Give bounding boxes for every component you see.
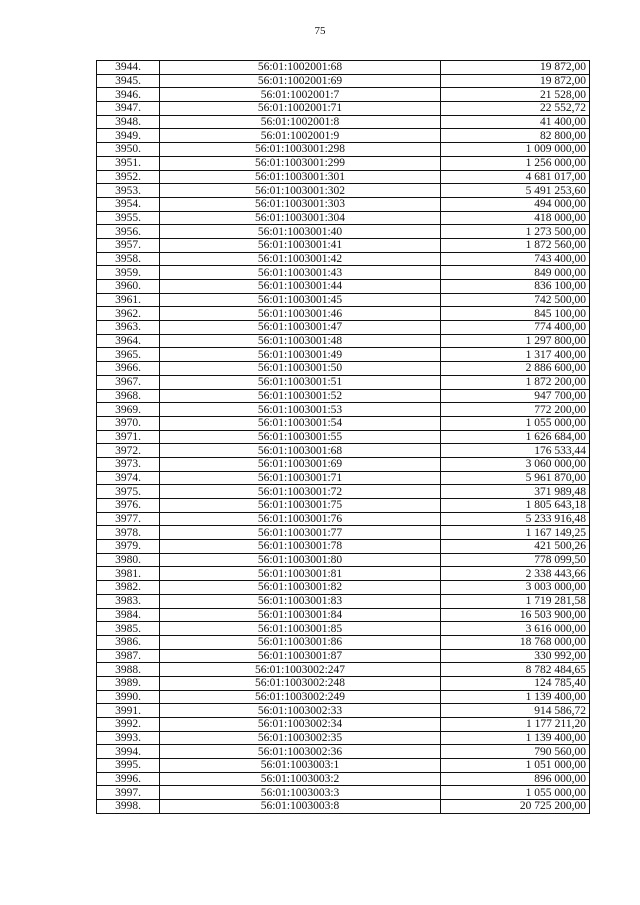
value-cell: 5 491 253,60 (441, 184, 590, 198)
table-row (97, 471, 590, 485)
value-cell: 3 616 000,00 (441, 622, 590, 636)
row-number-cell: 3981. (97, 567, 160, 581)
row-number-cell: 3988. (97, 663, 160, 677)
table-row (97, 526, 590, 540)
table-row (97, 211, 590, 225)
cadastral-number-cell: 56:01:1002001:69 (160, 74, 441, 88)
table-row (97, 704, 590, 718)
value-cell: 494 000,00 (441, 197, 590, 211)
table-row (97, 444, 590, 458)
cadastral-number-cell: 56:01:1003001:53 (160, 403, 441, 417)
table-row (97, 88, 590, 102)
row-number-cell: 3963. (97, 321, 160, 335)
cadastral-number-cell: 56:01:1003001:43 (160, 266, 441, 280)
cadastral-number-cell: 56:01:1002001:7 (160, 88, 441, 102)
page-number: 75 (314, 25, 326, 37)
row-number-cell: 3950. (97, 143, 160, 157)
cadastral-number-cell: 56:01:1002001:71 (160, 102, 441, 116)
table-row (97, 430, 590, 444)
table-row (97, 745, 590, 759)
value-cell: 1 167 149,25 (441, 526, 590, 540)
table-row (97, 334, 590, 348)
value-cell: 743 400,00 (441, 252, 590, 266)
value-cell: 82 800,00 (441, 129, 590, 143)
row-number-cell: 3991. (97, 704, 160, 718)
value-cell: 124 785,40 (441, 676, 590, 690)
value-cell: 772 200,00 (441, 403, 590, 417)
cadastral-number-cell: 56:01:1003002:249 (160, 690, 441, 704)
cadastral-number-cell: 56:01:1003001:42 (160, 252, 441, 266)
cadastral-number-cell: 56:01:1003001:83 (160, 594, 441, 608)
value-cell: 1 872 200,00 (441, 375, 590, 389)
value-cell: 849 000,00 (441, 266, 590, 280)
table-row (97, 170, 590, 184)
table-row (97, 635, 590, 649)
cadastral-number-cell: 56:01:1003001:80 (160, 553, 441, 567)
table-row (97, 389, 590, 403)
value-cell: 1 317 400,00 (441, 348, 590, 362)
table-row (97, 457, 590, 471)
value-cell: 1 055 000,00 (441, 416, 590, 430)
value-cell: 5 233 916,48 (441, 512, 590, 526)
table-row (97, 622, 590, 636)
row-number-cell: 3958. (97, 252, 160, 266)
value-cell: 947 700,00 (441, 389, 590, 403)
row-number-cell: 3944. (97, 61, 160, 75)
cadastral-number-cell: 56:01:1003001:77 (160, 526, 441, 540)
row-number-cell: 3973. (97, 457, 160, 471)
row-number-cell: 3983. (97, 594, 160, 608)
cadastral-number-cell: 56:01:1003002:247 (160, 663, 441, 677)
cadastral-number-cell: 56:01:1003001:84 (160, 608, 441, 622)
cadastral-number-cell: 56:01:1003001:47 (160, 321, 441, 335)
row-number-cell: 3986. (97, 635, 160, 649)
value-cell: 1 139 400,00 (441, 690, 590, 704)
row-number-cell: 3961. (97, 293, 160, 307)
cadastral-number-cell: 56:01:1003001:82 (160, 581, 441, 595)
row-number-cell: 3946. (97, 88, 160, 102)
cadastral-value-table (96, 60, 590, 814)
row-number-cell: 3974. (97, 471, 160, 485)
cadastral-number-cell: 56:01:1003001:54 (160, 416, 441, 430)
table-row (97, 280, 590, 294)
table-row (97, 772, 590, 786)
row-number-cell: 3966. (97, 362, 160, 376)
table-row (97, 676, 590, 690)
cadastral-number-cell: 56:01:1003001:304 (160, 211, 441, 225)
value-cell: 1 139 400,00 (441, 731, 590, 745)
table-row (97, 663, 590, 677)
row-number-cell: 3947. (97, 102, 160, 116)
row-number-cell: 3994. (97, 745, 160, 759)
table-row (97, 690, 590, 704)
value-cell: 1 055 000,00 (441, 786, 590, 800)
table-row (97, 74, 590, 88)
cadastral-number-cell: 56:01:1003001:68 (160, 444, 441, 458)
table-row (97, 800, 590, 814)
row-number-cell: 3984. (97, 608, 160, 622)
table-row (97, 321, 590, 335)
cadastral-number-cell: 56:01:1002001:8 (160, 115, 441, 129)
cadastral-number-cell: 56:01:1003001:45 (160, 293, 441, 307)
row-number-cell: 3997. (97, 786, 160, 800)
row-number-cell: 3972. (97, 444, 160, 458)
value-cell: 742 500,00 (441, 293, 590, 307)
table-row (97, 184, 590, 198)
cadastral-number-cell: 56:01:1003002:248 (160, 676, 441, 690)
cadastral-number-cell: 56:01:1002001:68 (160, 61, 441, 75)
row-number-cell: 3998. (97, 800, 160, 814)
value-cell: 1 297 800,00 (441, 334, 590, 348)
cadastral-number-cell: 56:01:1003003:8 (160, 800, 441, 814)
table-row (97, 102, 590, 116)
row-number-cell: 3949. (97, 129, 160, 143)
table-row (97, 115, 590, 129)
row-number-cell: 3990. (97, 690, 160, 704)
row-number-cell: 3967. (97, 375, 160, 389)
table-row (97, 718, 590, 732)
value-cell: 18 768 000,00 (441, 635, 590, 649)
table-row (97, 512, 590, 526)
table-row (97, 553, 590, 567)
value-cell: 4 681 017,00 (441, 170, 590, 184)
table-row (97, 786, 590, 800)
row-number-cell: 3992. (97, 718, 160, 732)
cadastral-number-cell: 56:01:1003001:76 (160, 512, 441, 526)
value-cell: 836 100,00 (441, 280, 590, 294)
value-cell: 3 060 000,00 (441, 457, 590, 471)
table-row (97, 252, 590, 266)
table-row (97, 759, 590, 773)
table-row (97, 143, 590, 157)
cadastral-number-cell: 56:01:1003001:75 (160, 499, 441, 513)
value-cell: 774 400,00 (441, 321, 590, 335)
table-row (97, 731, 590, 745)
table-body (97, 61, 590, 814)
value-cell: 5 961 870,00 (441, 471, 590, 485)
table-row (97, 293, 590, 307)
row-number-cell: 3987. (97, 649, 160, 663)
cadastral-number-cell: 56:01:1003001:78 (160, 540, 441, 554)
row-number-cell: 3977. (97, 512, 160, 526)
value-cell: 778 099,50 (441, 553, 590, 567)
table-row (97, 581, 590, 595)
value-cell: 1 009 000,00 (441, 143, 590, 157)
row-number-cell: 3956. (97, 225, 160, 239)
cadastral-number-cell: 56:01:1003001:69 (160, 457, 441, 471)
row-number-cell: 3976. (97, 499, 160, 513)
table-row (97, 156, 590, 170)
row-number-cell: 3955. (97, 211, 160, 225)
cadastral-number-cell: 56:01:1003001:50 (160, 362, 441, 376)
row-number-cell: 3975. (97, 485, 160, 499)
value-cell: 176 533,44 (441, 444, 590, 458)
row-number-cell: 3995. (97, 759, 160, 773)
cadastral-number-cell: 56:01:1003001:72 (160, 485, 441, 499)
value-cell: 22 552,72 (441, 102, 590, 116)
table-row (97, 499, 590, 513)
value-cell: 371 989,48 (441, 485, 590, 499)
cadastral-number-cell: 56:01:1003001:48 (160, 334, 441, 348)
cadastral-number-cell: 56:01:1003003:1 (160, 759, 441, 773)
cadastral-number-cell: 56:01:1003001:85 (160, 622, 441, 636)
cadastral-number-cell: 56:01:1003002:35 (160, 731, 441, 745)
table-row (97, 403, 590, 417)
cadastral-number-cell: 56:01:1003001:298 (160, 143, 441, 157)
value-cell: 790 560,00 (441, 745, 590, 759)
row-number-cell: 3993. (97, 731, 160, 745)
value-cell: 19 872,00 (441, 61, 590, 75)
cadastral-number-cell: 56:01:1003002:33 (160, 704, 441, 718)
cadastral-number-cell: 56:01:1003001:87 (160, 649, 441, 663)
value-cell: 1 051 000,00 (441, 759, 590, 773)
row-number-cell: 3996. (97, 772, 160, 786)
table-row (97, 225, 590, 239)
row-number-cell: 3953. (97, 184, 160, 198)
cadastral-number-cell: 56:01:1003001:71 (160, 471, 441, 485)
cadastral-number-cell: 56:01:1002001:9 (160, 129, 441, 143)
table-row (97, 594, 590, 608)
table-row (97, 362, 590, 376)
cadastral-number-cell: 56:01:1003001:44 (160, 280, 441, 294)
cadastral-number-cell: 56:01:1003001:49 (160, 348, 441, 362)
value-cell: 421 500,26 (441, 540, 590, 554)
cadastral-number-cell: 56:01:1003001:41 (160, 238, 441, 252)
value-cell: 896 000,00 (441, 772, 590, 786)
value-cell: 19 872,00 (441, 74, 590, 88)
row-number-cell: 3948. (97, 115, 160, 129)
row-number-cell: 3971. (97, 430, 160, 444)
value-cell: 2 886 600,00 (441, 362, 590, 376)
table-row (97, 307, 590, 321)
cadastral-number-cell: 56:01:1003001:40 (160, 225, 441, 239)
table-row (97, 485, 590, 499)
table-row (97, 608, 590, 622)
value-cell: 418 000,00 (441, 211, 590, 225)
cadastral-number-cell: 56:01:1003001:86 (160, 635, 441, 649)
row-number-cell: 3989. (97, 676, 160, 690)
value-cell: 914 586,72 (441, 704, 590, 718)
value-cell: 1 256 000,00 (441, 156, 590, 170)
cadastral-number-cell: 56:01:1003002:36 (160, 745, 441, 759)
cadastral-number-cell: 56:01:1003001:303 (160, 197, 441, 211)
value-cell: 41 400,00 (441, 115, 590, 129)
value-cell: 20 725 200,00 (441, 800, 590, 814)
row-number-cell: 3951. (97, 156, 160, 170)
cadastral-number-cell: 56:01:1003001:299 (160, 156, 441, 170)
row-number-cell: 3954. (97, 197, 160, 211)
row-number-cell: 3959. (97, 266, 160, 280)
row-number-cell: 3952. (97, 170, 160, 184)
row-number-cell: 3945. (97, 74, 160, 88)
table-row (97, 348, 590, 362)
table-row (97, 649, 590, 663)
value-cell: 1 805 643,18 (441, 499, 590, 513)
row-number-cell: 3962. (97, 307, 160, 321)
table-row (97, 197, 590, 211)
value-cell: 1 273 500,00 (441, 225, 590, 239)
cadastral-number-cell: 56:01:1003001:46 (160, 307, 441, 321)
cadastral-number-cell: 56:01:1003001:302 (160, 184, 441, 198)
row-number-cell: 3980. (97, 553, 160, 567)
table-row (97, 61, 590, 75)
value-cell: 1 872 560,00 (441, 238, 590, 252)
table-row (97, 238, 590, 252)
row-number-cell: 3957. (97, 238, 160, 252)
cadastral-number-cell: 56:01:1003001:81 (160, 567, 441, 581)
table-row (97, 540, 590, 554)
value-cell: 1 719 281,58 (441, 594, 590, 608)
row-number-cell: 3979. (97, 540, 160, 554)
value-cell: 3 003 000,00 (441, 581, 590, 595)
row-number-cell: 3968. (97, 389, 160, 403)
row-number-cell: 3985. (97, 622, 160, 636)
value-cell: 2 338 443,66 (441, 567, 590, 581)
table-row (97, 567, 590, 581)
value-cell: 21 528,00 (441, 88, 590, 102)
row-number-cell: 3969. (97, 403, 160, 417)
row-number-cell: 3965. (97, 348, 160, 362)
row-number-cell: 3982. (97, 581, 160, 595)
row-number-cell: 3964. (97, 334, 160, 348)
cadastral-number-cell: 56:01:1003001:52 (160, 389, 441, 403)
cadastral-number-cell: 56:01:1003003:3 (160, 786, 441, 800)
row-number-cell: 3960. (97, 280, 160, 294)
value-cell: 8 782 484,65 (441, 663, 590, 677)
row-number-cell: 3978. (97, 526, 160, 540)
value-cell: 1 177 211,20 (441, 718, 590, 732)
value-cell: 845 100,00 (441, 307, 590, 321)
value-cell: 16 503 900,00 (441, 608, 590, 622)
cadastral-number-cell: 56:01:1003001:301 (160, 170, 441, 184)
table-row (97, 375, 590, 389)
cadastral-number-cell: 56:01:1003001:55 (160, 430, 441, 444)
table-row (97, 266, 590, 280)
row-number-cell: 3970. (97, 416, 160, 430)
cadastral-number-cell: 56:01:1003003:2 (160, 772, 441, 786)
value-cell: 330 992,00 (441, 649, 590, 663)
cadastral-number-cell: 56:01:1003001:51 (160, 375, 441, 389)
table-row (97, 129, 590, 143)
table-row (97, 416, 590, 430)
cadastral-number-cell: 56:01:1003002:34 (160, 718, 441, 732)
value-cell: 1 626 684,00 (441, 430, 590, 444)
